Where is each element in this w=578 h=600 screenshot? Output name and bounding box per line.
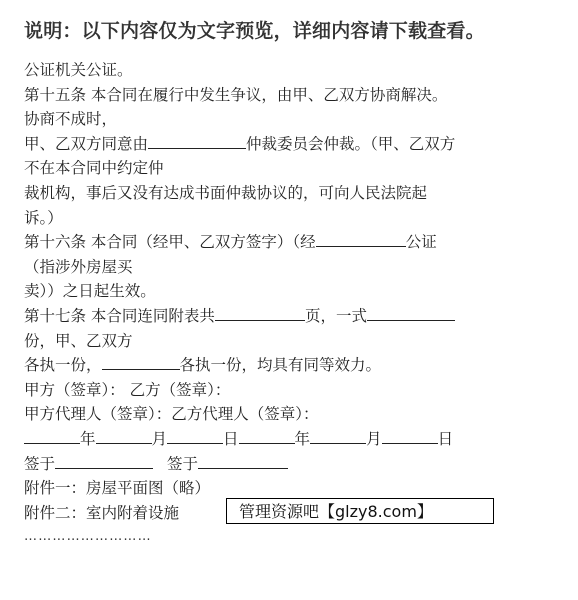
fill-blank bbox=[167, 427, 223, 444]
doc-line bbox=[24, 304, 564, 329]
doc-line bbox=[24, 353, 564, 378]
fill-blank bbox=[55, 452, 153, 469]
doc-text: 各执一份， bbox=[24, 356, 102, 375]
fill-blank bbox=[96, 427, 152, 444]
doc-line: 甲方（签章）： 乙方（签章）： bbox=[24, 380, 231, 399]
sign-at-label: 签于 bbox=[167, 454, 199, 473]
fill-blank bbox=[215, 304, 305, 321]
date-day-label: 日 bbox=[223, 429, 239, 448]
date-day-label: 日 bbox=[437, 429, 454, 448]
doc-line: 裁机构，事后又没有达成书面仲裁协议的，可向人民法院起 bbox=[24, 183, 428, 202]
date-month-label: 月 bbox=[151, 429, 168, 448]
doc-line: 卖））之日起生效。 bbox=[24, 282, 156, 301]
doc-line: 协商不成时， bbox=[24, 110, 118, 129]
doc-line: 第十五条 本合同在履行中发生争议，由甲、乙双方协商解决。 bbox=[24, 85, 448, 104]
doc-text: 各执一份，均具有同等效力。 bbox=[179, 356, 382, 375]
doc-line: 不在本合同中约定仲 bbox=[24, 159, 164, 178]
doc-text: 甲、乙双方同意由 bbox=[24, 134, 149, 153]
date-year-label: 年 bbox=[294, 429, 311, 448]
fill-blank bbox=[239, 427, 295, 444]
doc-line: （指涉外房屋买 bbox=[24, 257, 133, 276]
doc-text: 第十六条 本合同（经甲、乙双方签字）（经 bbox=[24, 233, 316, 252]
fill-blank bbox=[148, 132, 246, 149]
doc-line: 公证机关公证。 bbox=[24, 61, 133, 79]
document-body bbox=[24, 58, 564, 547]
ellipsis-dots: ……………………… bbox=[24, 529, 152, 545]
date-year-label: 年 bbox=[80, 429, 96, 448]
fill-blank bbox=[316, 230, 406, 247]
fill-blank bbox=[24, 427, 80, 444]
date-line bbox=[24, 427, 564, 452]
doc-line: 甲方代理人（签章）：乙方代理人（签章）： bbox=[24, 405, 319, 424]
fill-blank bbox=[198, 452, 288, 469]
doc-line bbox=[24, 132, 564, 157]
doc-line bbox=[24, 230, 564, 255]
doc-line: 诉。） bbox=[24, 208, 63, 227]
sign-at-label: 签于 bbox=[24, 454, 56, 473]
doc-line: 附件一：房屋平面图（略） bbox=[24, 479, 211, 498]
fill-blank bbox=[382, 427, 438, 444]
doc-text: 第十七条 本合同连同附表共 bbox=[24, 306, 215, 325]
sign-place-line bbox=[24, 452, 564, 477]
fill-blank bbox=[367, 304, 455, 321]
doc-line: 附件二：室内附着设施 bbox=[24, 503, 180, 522]
fill-blank bbox=[102, 353, 180, 370]
doc-text: 公证 bbox=[405, 233, 437, 252]
doc-text: 仲裁委员会仲裁。（甲、乙双方 bbox=[246, 134, 456, 153]
fill-blank bbox=[310, 427, 366, 444]
preview-notice: 说明：以下内容仅为文字预览，详细内容请下载查看。 bbox=[24, 20, 485, 42]
watermark-stamp: 管理资源吧【glzy8.com】 bbox=[226, 498, 494, 524]
date-month-label: 月 bbox=[366, 429, 382, 448]
doc-text: 页，一式 bbox=[304, 306, 367, 325]
doc-line: 份，甲、乙双方 bbox=[24, 331, 133, 350]
